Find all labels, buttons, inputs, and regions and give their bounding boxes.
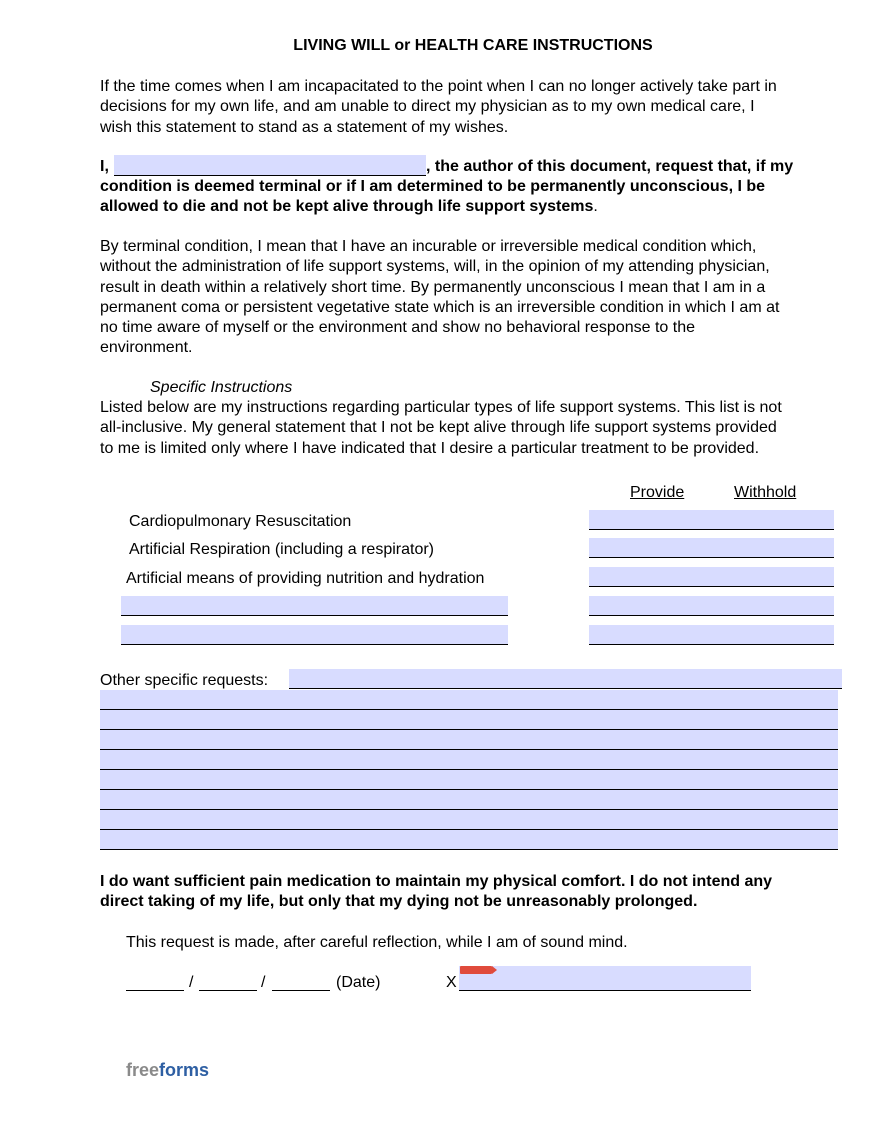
treatment-label: Artificial Respiration (including a respirator) xyxy=(129,541,435,558)
specific-paragraph xyxy=(100,398,860,459)
definition-line: result in death within a relatively short time. By permanently unconscious I mean that I am in a xyxy=(100,278,766,296)
freeforms-logo: freeforms xyxy=(126,1060,210,1080)
other-requests-line[interactable] xyxy=(100,710,838,730)
treatment-choice-field[interactable] xyxy=(589,567,834,587)
other-requests-line[interactable] xyxy=(100,730,838,750)
intro-line: If the time comes when I am incapacitated to the point when I can no longer actively take part in xyxy=(100,78,777,95)
document-title: LIVING WILL or HEALTH CARE INSTRUCTIONS xyxy=(293,37,653,54)
treatment-choice-field[interactable] xyxy=(589,596,834,616)
date-month-field[interactable] xyxy=(126,971,184,991)
other-requests-line[interactable] xyxy=(100,810,838,830)
definition-line: By terminal condition, I mean that I have an incurable or irreversible medical condition which, xyxy=(100,238,757,255)
date-separator: / xyxy=(189,974,194,991)
other-requests-line[interactable] xyxy=(100,830,838,850)
other-requests-label: Other specific requests: xyxy=(100,672,269,689)
custom-treatment-field[interactable] xyxy=(121,596,508,616)
intro-paragraph xyxy=(100,77,860,138)
provide-column-header: Provide xyxy=(630,484,685,501)
treatment-label: Cardiopulmonary Resuscitation xyxy=(129,513,352,530)
definition-line: environment. xyxy=(100,339,193,357)
reflection-statement: This request is made, after careful reflection, while I am of sound mind. xyxy=(126,934,628,951)
request-suffix: , the author of this document, request that, if my xyxy=(426,158,794,175)
date-label: (Date) xyxy=(336,974,381,991)
definition-line: permanent coma or persistent vegetative state which is an irreversible condition in which I am at xyxy=(100,298,780,316)
withhold-column-header: Withhold xyxy=(734,484,797,501)
pain-line: I do want sufficient pain medication to maintain my physical comfort. I do not intend any xyxy=(100,873,773,890)
other-requests-line[interactable] xyxy=(100,690,838,710)
intro-line: decisions for my own life, and am unable to direct my physician as to my own medical care, I xyxy=(100,98,755,116)
sign-here-flag-icon[interactable] xyxy=(460,966,492,974)
specific-instructions-heading: Specific Instructions xyxy=(150,379,293,396)
other-requests-line[interactable] xyxy=(100,790,838,810)
other-requests-line[interactable] xyxy=(100,750,838,770)
definition-line: without the administration of life support systems, will, in the opinion of my attending physician, xyxy=(100,258,770,276)
signature-field[interactable] xyxy=(459,966,751,991)
treatment-label: Artificial means of providing nutrition and hydration xyxy=(126,570,485,587)
definition-paragraph xyxy=(100,237,860,359)
other-requests-field[interactable] xyxy=(289,669,842,689)
treatment-choice-field[interactable] xyxy=(589,510,834,530)
definition-line: no time aware of myself or the environment and show no behavioral response to the xyxy=(100,319,695,337)
other-requests-line[interactable] xyxy=(100,770,838,790)
request-line: allowed to die and not be kept alive through life support systems. xyxy=(100,198,598,215)
pain-line: direct taking of my life, but only that my dying not be unreasonably prolonged. xyxy=(100,893,698,911)
date-separator: / xyxy=(261,974,266,991)
treatment-choice-field[interactable] xyxy=(589,625,834,645)
intro-line: wish this statement to stand as a statement of my wishes. xyxy=(100,118,509,136)
date-day-field[interactable] xyxy=(199,971,257,991)
author-name-field[interactable] xyxy=(114,155,426,176)
custom-treatment-field[interactable] xyxy=(121,625,508,645)
specific-line: Listed below are my instructions regarding particular types of life support systems. This list is not xyxy=(100,399,782,416)
treatment-choice-field[interactable] xyxy=(589,538,834,558)
pain-medication-paragraph xyxy=(100,872,860,913)
signature-mark: X xyxy=(446,974,457,991)
specific-line: all-inclusive. My general statement that I not be kept alive through life support systems provided xyxy=(100,419,777,437)
request-prefix: I, xyxy=(100,158,109,175)
date-year-field[interactable] xyxy=(272,971,330,991)
specific-line: to me is limited only where I have indicated that I desire a particular treatment to be provided. xyxy=(100,439,760,457)
request-line: condition is deemed terminal or if I am determined to be permanently unconscious, I be xyxy=(100,178,766,195)
